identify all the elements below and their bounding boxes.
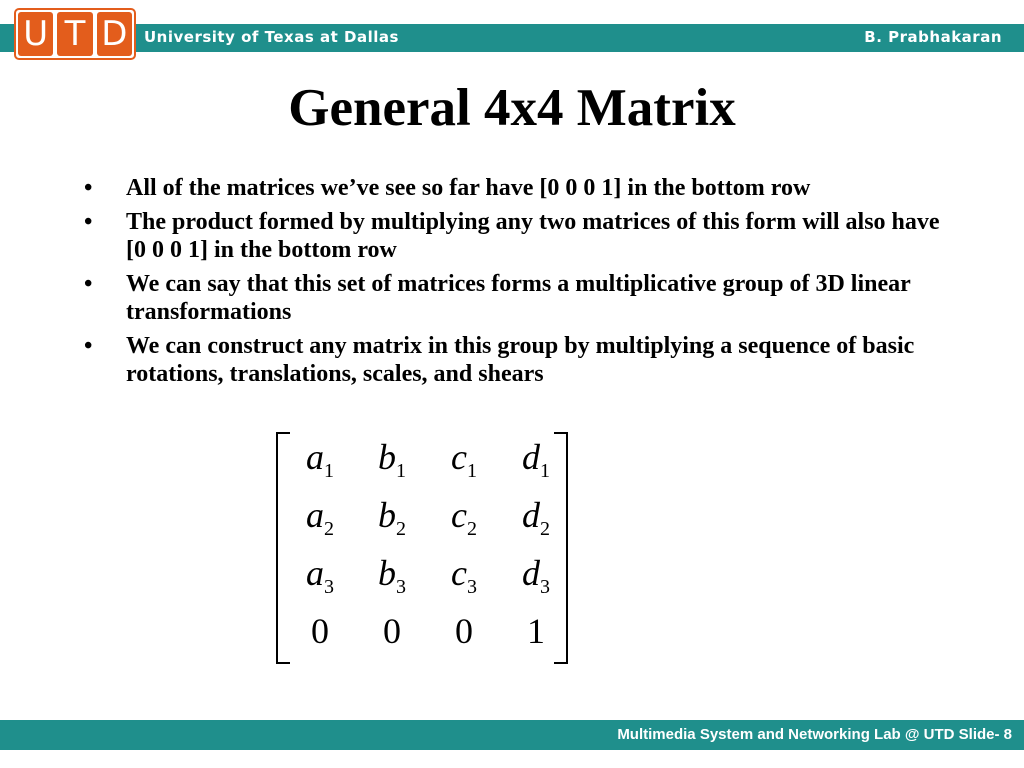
matrix-cell: 0: [455, 611, 473, 651]
header-band: [0, 24, 1024, 52]
bullet-text: The product formed by multiplying any two matrices of this form will also have [0 0 0 1] in the bottom row: [126, 209, 940, 263]
logo-letter-d: D: [97, 12, 132, 56]
matrix-cell: 1: [527, 611, 545, 651]
bullet-dot: •: [84, 175, 93, 201]
bullet-text: All of the matrices we’ve see so far have [0 0 0 1] in the bottom row: [126, 175, 811, 201]
bullet-item: [84, 270, 964, 326]
matrix-cell: $a_1$: [306, 437, 334, 482]
bullet-dot: •: [84, 209, 93, 235]
utd-logo: [14, 8, 136, 60]
logo-letter-u: U: [18, 12, 53, 56]
matrix-cell: 0: [311, 611, 329, 651]
matrix-cell: $d_2$: [522, 495, 550, 540]
bullet-item: [84, 332, 964, 388]
matrix-cell: $d_3$: [522, 553, 550, 598]
footer-text: Multimedia System and Networking Lab @ UTD Slide- 8: [617, 726, 1012, 743]
matrix-left-bracket: [276, 432, 290, 664]
matrix-cell: 0: [383, 611, 401, 651]
bullet-text: We can say that this set of matrices forms a multiplicative group of 3D linear transformations: [126, 271, 911, 325]
matrix-cell: $c_3$: [451, 553, 477, 598]
matrix-cell: $b_1$: [378, 437, 406, 482]
matrix-cell: $c_1$: [451, 437, 477, 482]
bullet-text: We can construct any matrix in this group by multiplying a sequence of basic rotations, translations, scales, and shears: [126, 333, 915, 387]
university-name: University of Texas at Dallas: [144, 28, 399, 46]
matrix-cell: $b_3$: [378, 553, 406, 598]
bullet-item: [84, 208, 964, 264]
logo-letter-t: T: [57, 12, 92, 56]
matrix-cell: $c_2$: [451, 495, 477, 540]
author-name: B. Prabhakaran: [864, 28, 1002, 46]
bullet-dot: •: [84, 333, 93, 359]
general-matrix: [276, 432, 568, 664]
slide-title: General 4x4 Matrix: [288, 79, 736, 137]
matrix-cell: $a_2$: [306, 495, 334, 540]
bullet-dot: •: [84, 271, 93, 297]
matrix-cell: $b_2$: [378, 495, 406, 540]
matrix-cell: $a_3$: [306, 553, 334, 598]
bullet-item: [84, 174, 964, 202]
matrix-cell: $d_1$: [522, 437, 550, 482]
bullet-list: [84, 174, 964, 394]
footer-band: [0, 720, 1024, 750]
